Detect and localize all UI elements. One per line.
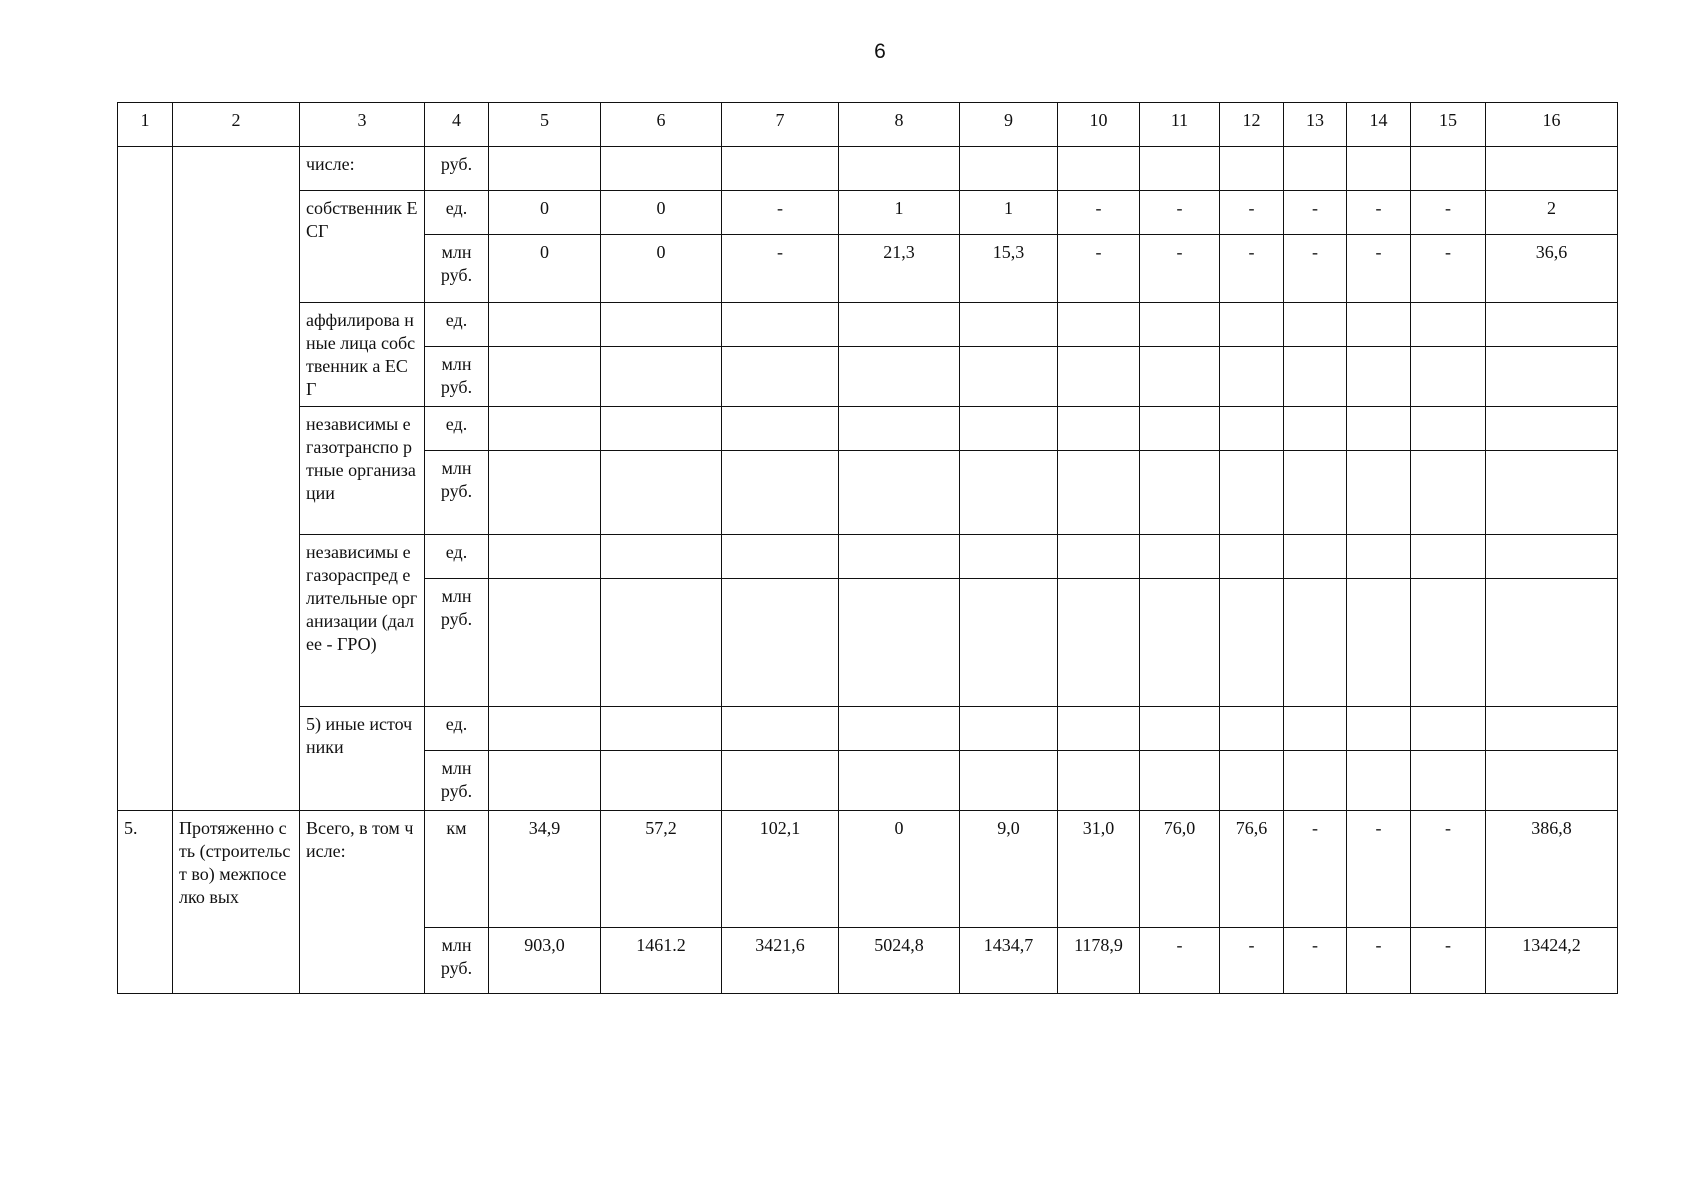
column-header: 8 bbox=[839, 103, 960, 147]
value-cell bbox=[1347, 451, 1411, 535]
unit-cell: млн руб. bbox=[425, 579, 489, 707]
value-cell bbox=[1486, 347, 1618, 407]
value-cell: 9,0 bbox=[960, 811, 1058, 928]
value-cell bbox=[722, 451, 839, 535]
value-cell bbox=[1058, 535, 1140, 579]
row-name-cell bbox=[173, 147, 300, 811]
value-cell: - bbox=[1220, 928, 1284, 994]
value-cell: 1 bbox=[960, 191, 1058, 235]
value-cell bbox=[1140, 707, 1220, 751]
column-header: 16 bbox=[1486, 103, 1618, 147]
row-label: Всего, в том числе: bbox=[300, 811, 425, 994]
value-cell: - bbox=[1411, 235, 1486, 303]
value-cell bbox=[1411, 347, 1486, 407]
value-cell bbox=[722, 579, 839, 707]
column-header: 6 bbox=[601, 103, 722, 147]
value-cell: 102,1 bbox=[722, 811, 839, 928]
value-cell bbox=[1347, 303, 1411, 347]
value-cell: - bbox=[1284, 191, 1347, 235]
value-cell: 5024,8 bbox=[839, 928, 960, 994]
value-cell: - bbox=[1140, 928, 1220, 994]
value-cell bbox=[1486, 451, 1618, 535]
value-cell bbox=[1284, 579, 1347, 707]
unit-cell: км bbox=[425, 811, 489, 928]
value-cell bbox=[960, 535, 1058, 579]
value-cell bbox=[1140, 303, 1220, 347]
table-row bbox=[118, 707, 1618, 751]
unit-cell: млн руб. bbox=[425, 347, 489, 407]
value-cell bbox=[489, 347, 601, 407]
value-cell bbox=[601, 579, 722, 707]
value-cell bbox=[1486, 751, 1618, 811]
unit-cell: ед. bbox=[425, 191, 489, 235]
value-cell: - bbox=[1411, 811, 1486, 928]
value-cell: - bbox=[1058, 235, 1140, 303]
value-cell bbox=[722, 751, 839, 811]
column-header: 9 bbox=[960, 103, 1058, 147]
value-cell bbox=[722, 347, 839, 407]
column-header: 1 bbox=[118, 103, 173, 147]
value-cell bbox=[1284, 407, 1347, 451]
value-cell bbox=[1347, 707, 1411, 751]
value-cell: - bbox=[1140, 191, 1220, 235]
value-cell bbox=[1347, 147, 1411, 191]
value-cell bbox=[839, 147, 960, 191]
value-cell bbox=[1347, 579, 1411, 707]
value-cell: 0 bbox=[489, 235, 601, 303]
value-cell bbox=[1140, 579, 1220, 707]
column-header: 4 bbox=[425, 103, 489, 147]
value-cell bbox=[601, 347, 722, 407]
value-cell bbox=[489, 707, 601, 751]
value-cell bbox=[1411, 451, 1486, 535]
value-cell: 57,2 bbox=[601, 811, 722, 928]
column-header: 15 bbox=[1411, 103, 1486, 147]
value-cell bbox=[1486, 535, 1618, 579]
value-cell bbox=[1347, 347, 1411, 407]
value-cell bbox=[1058, 407, 1140, 451]
value-cell bbox=[839, 535, 960, 579]
page-number: 6 bbox=[874, 40, 886, 63]
value-cell bbox=[839, 579, 960, 707]
value-cell: 1461.2 bbox=[601, 928, 722, 994]
value-cell bbox=[960, 347, 1058, 407]
row-label: числе: bbox=[300, 147, 425, 191]
column-header: 11 bbox=[1140, 103, 1220, 147]
value-cell bbox=[960, 407, 1058, 451]
unit-cell: ед. bbox=[425, 303, 489, 347]
value-cell bbox=[489, 407, 601, 451]
value-cell: 3421,6 bbox=[722, 928, 839, 994]
value-cell bbox=[1220, 579, 1284, 707]
value-cell: 1434,7 bbox=[960, 928, 1058, 994]
value-cell: 0 bbox=[489, 191, 601, 235]
value-cell bbox=[960, 303, 1058, 347]
value-cell bbox=[1411, 751, 1486, 811]
value-cell bbox=[1347, 751, 1411, 811]
value-cell: 15,3 bbox=[960, 235, 1058, 303]
value-cell bbox=[1220, 751, 1284, 811]
column-header: 12 bbox=[1220, 103, 1284, 147]
value-cell: - bbox=[1220, 235, 1284, 303]
value-cell bbox=[839, 303, 960, 347]
value-cell bbox=[722, 407, 839, 451]
value-cell: - bbox=[1220, 191, 1284, 235]
unit-cell: ед. bbox=[425, 707, 489, 751]
value-cell bbox=[1284, 303, 1347, 347]
unit-cell: млн руб. bbox=[425, 751, 489, 811]
value-cell: 0 bbox=[601, 191, 722, 235]
row-number-cell: 5. bbox=[118, 811, 173, 994]
value-cell bbox=[1140, 451, 1220, 535]
value-cell bbox=[1486, 407, 1618, 451]
value-cell: - bbox=[1347, 811, 1411, 928]
value-cell bbox=[1284, 451, 1347, 535]
value-cell bbox=[1486, 303, 1618, 347]
table-row bbox=[118, 407, 1618, 451]
value-cell bbox=[1058, 579, 1140, 707]
value-cell bbox=[1411, 407, 1486, 451]
value-cell bbox=[1486, 579, 1618, 707]
value-cell: - bbox=[1284, 811, 1347, 928]
value-cell bbox=[601, 751, 722, 811]
value-cell: - bbox=[722, 191, 839, 235]
value-cell: - bbox=[1347, 235, 1411, 303]
value-cell: 1 bbox=[839, 191, 960, 235]
value-cell bbox=[601, 303, 722, 347]
value-cell bbox=[722, 147, 839, 191]
group-label: аффилирова нные лица собственник а ЕСГ bbox=[300, 303, 425, 407]
value-cell bbox=[1140, 751, 1220, 811]
value-cell bbox=[722, 535, 839, 579]
value-cell bbox=[489, 751, 601, 811]
row-name-cell: Протяженно сть (строительст во) межпоселко вых bbox=[173, 811, 300, 994]
column-header: 7 bbox=[722, 103, 839, 147]
unit-cell: ед. bbox=[425, 535, 489, 579]
value-cell bbox=[1486, 707, 1618, 751]
value-cell bbox=[1220, 407, 1284, 451]
column-header: 2 bbox=[173, 103, 300, 147]
column-header: 3 bbox=[300, 103, 425, 147]
value-cell bbox=[839, 347, 960, 407]
unit-cell: млн руб. bbox=[425, 928, 489, 994]
value-cell bbox=[1284, 347, 1347, 407]
value-cell bbox=[960, 147, 1058, 191]
value-cell: 386,8 bbox=[1486, 811, 1618, 928]
value-cell: 0 bbox=[839, 811, 960, 928]
value-cell: - bbox=[1140, 235, 1220, 303]
data-table bbox=[117, 102, 1618, 994]
group-label: собственник ЕСГ bbox=[300, 191, 425, 303]
value-cell: - bbox=[1411, 191, 1486, 235]
value-cell bbox=[1411, 303, 1486, 347]
column-header: 13 bbox=[1284, 103, 1347, 147]
table-row bbox=[118, 191, 1618, 235]
value-cell bbox=[1411, 707, 1486, 751]
value-cell bbox=[1284, 535, 1347, 579]
value-cell bbox=[839, 451, 960, 535]
column-header: 14 bbox=[1347, 103, 1411, 147]
value-cell bbox=[1058, 347, 1140, 407]
value-cell bbox=[1411, 147, 1486, 191]
value-cell: 2 bbox=[1486, 191, 1618, 235]
group-label: 5) иные источники bbox=[300, 707, 425, 811]
value-cell bbox=[1347, 535, 1411, 579]
value-cell bbox=[960, 751, 1058, 811]
value-cell bbox=[839, 751, 960, 811]
value-cell bbox=[1284, 751, 1347, 811]
value-cell bbox=[1140, 147, 1220, 191]
value-cell bbox=[960, 707, 1058, 751]
value-cell bbox=[489, 579, 601, 707]
value-cell: 1178,9 bbox=[1058, 928, 1140, 994]
value-cell: - bbox=[1058, 191, 1140, 235]
table-row bbox=[118, 103, 1618, 147]
value-cell: - bbox=[722, 235, 839, 303]
value-cell: 31,0 bbox=[1058, 811, 1140, 928]
value-cell: 34,9 bbox=[489, 811, 601, 928]
value-cell bbox=[1411, 579, 1486, 707]
value-cell bbox=[1220, 535, 1284, 579]
value-cell: 76,6 bbox=[1220, 811, 1284, 928]
value-cell: 36,6 bbox=[1486, 235, 1618, 303]
unit-cell: ед. bbox=[425, 407, 489, 451]
value-cell bbox=[839, 707, 960, 751]
table-row bbox=[118, 147, 1618, 191]
value-cell bbox=[960, 451, 1058, 535]
value-cell bbox=[601, 407, 722, 451]
value-cell: - bbox=[1411, 928, 1486, 994]
group-label: независимы е газораспред елительные организации (далее - ГРО) bbox=[300, 535, 425, 707]
column-header: 10 bbox=[1058, 103, 1140, 147]
value-cell bbox=[489, 451, 601, 535]
value-cell: 0 bbox=[601, 235, 722, 303]
value-cell bbox=[1220, 707, 1284, 751]
table-row bbox=[118, 303, 1618, 347]
value-cell bbox=[601, 535, 722, 579]
value-cell bbox=[1284, 147, 1347, 191]
value-cell bbox=[601, 707, 722, 751]
value-cell bbox=[1058, 451, 1140, 535]
value-cell: - bbox=[1347, 191, 1411, 235]
value-cell bbox=[1220, 303, 1284, 347]
value-cell bbox=[1140, 347, 1220, 407]
row-number-cell bbox=[118, 147, 173, 811]
value-cell bbox=[1058, 707, 1140, 751]
value-cell bbox=[1220, 347, 1284, 407]
value-cell bbox=[1486, 147, 1618, 191]
value-cell bbox=[1140, 535, 1220, 579]
value-cell bbox=[601, 451, 722, 535]
value-cell: - bbox=[1284, 235, 1347, 303]
value-cell bbox=[722, 303, 839, 347]
unit-cell: млн руб. bbox=[425, 451, 489, 535]
value-cell bbox=[839, 407, 960, 451]
value-cell bbox=[1347, 407, 1411, 451]
value-cell bbox=[1140, 407, 1220, 451]
value-cell bbox=[601, 147, 722, 191]
value-cell: - bbox=[1284, 928, 1347, 994]
table-row bbox=[118, 811, 1618, 928]
group-label: независимы е газотранспо ртные организации bbox=[300, 407, 425, 535]
value-cell: - bbox=[1347, 928, 1411, 994]
value-cell bbox=[1411, 535, 1486, 579]
value-cell: 903,0 bbox=[489, 928, 601, 994]
value-cell bbox=[1220, 451, 1284, 535]
unit-cell: руб. bbox=[425, 147, 489, 191]
unit-cell: млн руб. bbox=[425, 235, 489, 303]
value-cell: 13424,2 bbox=[1486, 928, 1618, 994]
value-cell bbox=[1058, 147, 1140, 191]
value-cell bbox=[722, 707, 839, 751]
value-cell: 21,3 bbox=[839, 235, 960, 303]
value-cell bbox=[960, 579, 1058, 707]
value-cell: 76,0 bbox=[1140, 811, 1220, 928]
value-cell bbox=[1220, 147, 1284, 191]
value-cell bbox=[489, 303, 601, 347]
value-cell bbox=[1284, 707, 1347, 751]
value-cell bbox=[1058, 751, 1140, 811]
table-row bbox=[118, 535, 1618, 579]
value-cell bbox=[489, 535, 601, 579]
value-cell bbox=[1058, 303, 1140, 347]
column-header: 5 bbox=[489, 103, 601, 147]
value-cell bbox=[489, 147, 601, 191]
